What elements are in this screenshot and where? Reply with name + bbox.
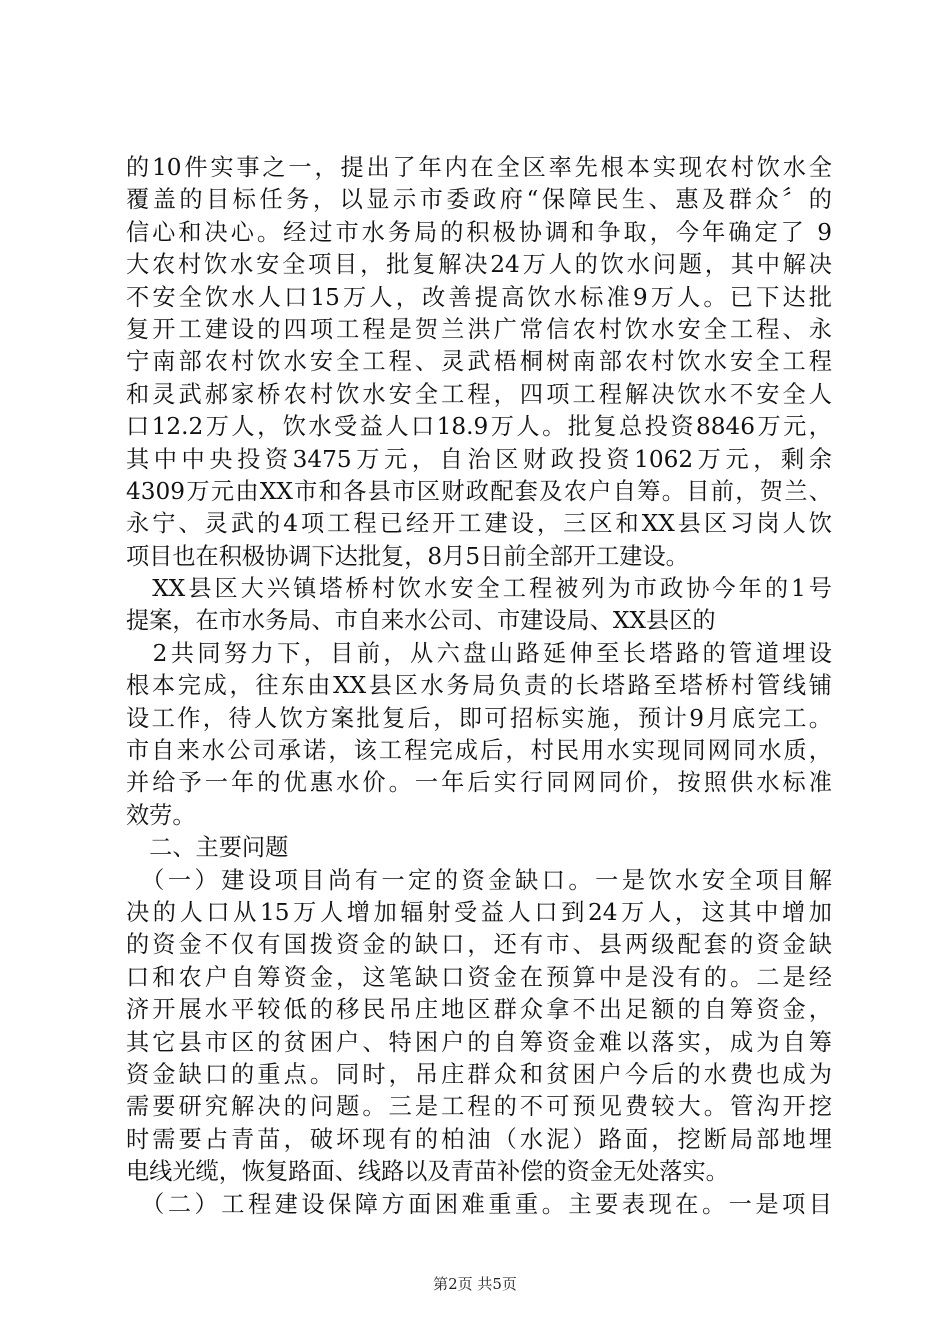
text-line: 决的人口从15万人增加辐射受益人口到24万人，这其中增加	[126, 898, 832, 926]
text-line: 口12.2万人，饮水受益人口18.9万人。批复总投资8846万元，	[126, 413, 832, 441]
text-line: 大农村饮水安全项目，批复解决24万人的饮水问题，其中解决	[126, 251, 832, 279]
text-line: 2共同努力下，目前，从六盘山路延伸至长塔路的管道埋设	[126, 639, 832, 667]
text-line: 复开工建设的四项工程是贺兰洪广常信农村饮水安全工程、永	[126, 315, 832, 343]
text-line: （二）工程建设保障方面困难重重。主要表现在。一是项目	[126, 1190, 832, 1218]
text-line: 的10件实事之一，提出了年内在全区率先根本实现农村饮水全	[126, 154, 832, 181]
text-line: 电线光缆，恢复路面、线路以及青苗补偿的资金无处落实。	[126, 1158, 729, 1186]
text-line: 需要研究解决的问题。三是工程的不可预见费较大。管沟开挖	[126, 1093, 832, 1121]
text-line: 其它县市区的贫困户、特困户的自筹资金难以落实，成为自筹	[126, 1028, 832, 1056]
page-footer: 第2页 共5页	[433, 1275, 517, 1293]
body-text	[126, 152, 832, 1221]
text-line: 不安全饮水人口15万人，改善提高饮水标准9万人。已下达批	[126, 283, 832, 311]
text-line: 资金缺口的重点。同时，吊庄群众和贫困户今后的水费也成为	[126, 1060, 832, 1088]
text-line: 济开展水平较低的移民吊庄地区群众拿不出足额的自筹资金，	[126, 996, 832, 1024]
text-line: 其中中央投资3475万元，自治区财政投资1062万元，剩余	[126, 445, 832, 473]
text-line: 宁南部农村饮水安全工程、灵武梧桐树南部农村饮水安全工程	[126, 348, 832, 376]
text-line: 信心和决心。经过市水务局的积极协调和争取，今年确定了 9	[126, 218, 832, 246]
text-line: 和灵武郝家桥农村饮水安全工程，四项工程解决饮水不安全人	[126, 380, 832, 408]
text-line: 项目也在积极协调下达批复，8月5日前全部开工建设。	[126, 542, 689, 570]
text-line: 口和农户自筹资金，这笔缺口资金在预算中是没有的。二是经	[126, 963, 832, 991]
text-line: 覆盖的目标任务，以显示市委政府“保障民生、惠及群众〞的	[126, 186, 832, 214]
text-line: 4309万元由XX市和各县市区财政配套及农户自筹。目前，贺兰、	[126, 477, 832, 505]
text-line: （一）建设项目尚有一定的资金缺口。一是饮水安全项目解	[126, 866, 832, 894]
text-line: 效劳。	[126, 801, 196, 829]
text-line: 时需要占青苗，破坏现有的柏油（水泥）路面，挖断局部地埋	[126, 1125, 832, 1153]
text-line: XX县区大兴镇塔桥村饮水安全工程被列为市政协今年的1号	[126, 575, 832, 603]
text-line: 的资金不仅有国拨资金的缺口，还有市、县两级配套的资金缺	[126, 931, 832, 959]
text-line: 永宁、灵武的4项工程已经开工建设，三区和XX县区习岗人饮	[126, 510, 832, 538]
text-line: 设工作，待人饮方案批复后，即可招标实施，预计9月底完工。	[126, 704, 832, 732]
text-line: 并给予一年的优惠水价。一年后实行同网同价，按照供水标准	[126, 769, 832, 797]
text-line: 市自来水公司承诺，该工程完成后，村民用水实现同网同水质，	[126, 737, 832, 765]
section-heading: 二、主要问题	[126, 834, 289, 862]
text-line: 根本完成，往东由XX县区水务局负责的长塔路至塔桥村管线铺	[126, 672, 832, 700]
text-line: 提案，在市水务局、市自来水公司、市建设局、XX县区的	[126, 607, 716, 635]
